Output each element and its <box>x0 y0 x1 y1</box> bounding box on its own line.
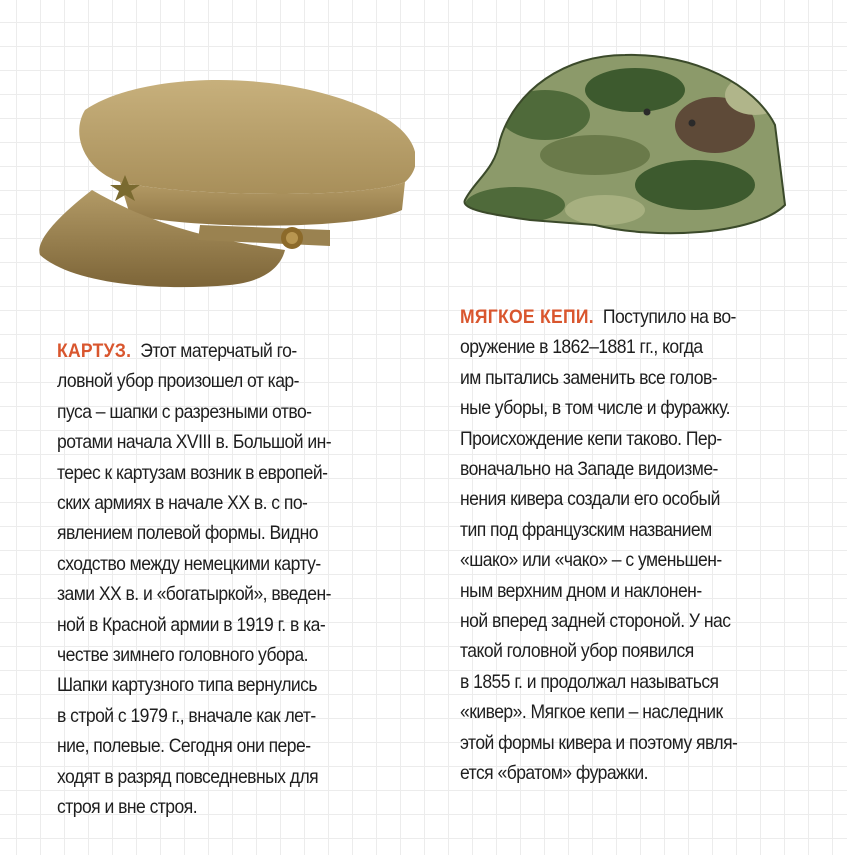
text-line: тип под французским названием <box>460 518 712 541</box>
text-line: этой формы кивера и поэтому явля- <box>460 731 738 754</box>
soft-kepi-heading: МЯГКОЕ КЕПИ. <box>460 306 594 328</box>
text-line: честве зимнего головного убора. <box>57 644 308 667</box>
text-line: ется «братом» фуражки. <box>460 762 648 785</box>
text-line: «кивер». Мягкое кепи – наследник <box>460 701 723 724</box>
text-line: в 1855 г. и продолжал называться <box>460 670 719 693</box>
text-line: КАРТУЗ. Этот матерчатый го- <box>57 340 297 362</box>
text-line: ным верхним дном и наклонен- <box>460 579 702 602</box>
kartuz-cap-image <box>30 70 415 300</box>
text-line: «шако» или «чако» – с уменьшен- <box>460 549 722 572</box>
text-line: ских армиях в начале XX в. с по- <box>57 492 308 515</box>
text-line: в строй с 1979 г., вначале как лет- <box>57 704 316 727</box>
text-line: им пытались заменить все голов- <box>460 366 718 389</box>
text-line: воначально на Западе видоизме- <box>460 458 718 481</box>
text-line: нения кивера создали его особый <box>460 488 720 511</box>
text-line: зами XX в. и «богатыркой», введен- <box>57 583 331 606</box>
soft-kepi-text <box>460 302 797 789</box>
soft-kepi-cap-image <box>455 35 805 265</box>
text-line: ловной убор произошел от кар- <box>57 370 299 393</box>
text-line: явлением полевой формы. Видно <box>57 522 319 545</box>
text-line: ные уборы, в том числе и фуражку. <box>460 397 730 420</box>
kartuz-heading: КАРТУЗ. <box>57 340 132 362</box>
text-line: ной вперед задней стороной. У нас <box>460 610 731 633</box>
text-line: ной в Красной армии в 1919 г. в ка- <box>57 613 326 636</box>
text-line: Шапки картузного типа вернулись <box>57 674 318 697</box>
text-line: такой головной убор появился <box>460 640 694 663</box>
text-line: МЯГКОЕ КЕПИ. Поступило на во- <box>460 306 736 328</box>
text-line: ние, полевые. Сегодня они пере- <box>57 735 311 758</box>
text-line: пуса – шапки с разрезными отво- <box>57 400 312 423</box>
text-line: терес к картузам возник в европей- <box>57 461 328 484</box>
text-line: ходят в разряд повседневных для <box>57 765 319 788</box>
text-line: Происхождение кепи таково. Пер- <box>460 427 722 450</box>
text-line: оружение в 1862–1881 гг., когда <box>460 336 703 359</box>
text-line: строя и вне строя. <box>57 796 198 819</box>
text-line: сходство между немецкими карту- <box>57 552 321 575</box>
text-line: ротами начала XVIII в. Большой ин- <box>57 431 332 454</box>
kartuz-text <box>57 336 394 823</box>
